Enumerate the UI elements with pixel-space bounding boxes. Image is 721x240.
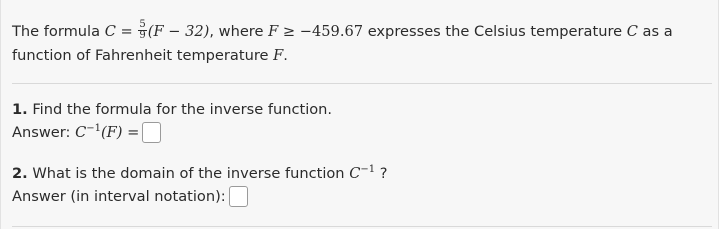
- paren-expression: (F − 32): [147, 23, 210, 40]
- fraction-numerator: 5: [139, 18, 146, 30]
- question-1-text: Find the formula for the inverse function.: [27, 101, 333, 118]
- question-2-mark: ?: [375, 165, 388, 182]
- question-2-number: 2.: [12, 165, 28, 182]
- var-c-second: C: [626, 23, 638, 40]
- inverse-exponent: −1: [86, 123, 101, 135]
- var-f-second: F: [273, 47, 284, 64]
- intro-mid-text: expresses the Celsius temperature: [363, 23, 627, 40]
- domain-condition: ≥ −459.67: [278, 23, 364, 40]
- question-2-text: What is the domain of the inverse function: [27, 165, 350, 182]
- question-2-exponent: −1: [360, 164, 376, 176]
- question-1-number: 1.: [12, 101, 28, 118]
- inverse-c-symbol: C: [75, 124, 87, 141]
- problem-statement: [12, 20, 712, 68]
- intro-suffix-text: as a function of Fahrenheit temperature: [12, 23, 673, 64]
- answer-1-input[interactable]: [142, 122, 161, 143]
- fraction-denominator: 9: [139, 29, 146, 41]
- equals-sign: =: [115, 23, 138, 40]
- intro-prefix-text: The formula: [12, 23, 105, 40]
- question-1-answer-label: Answer:: [12, 124, 76, 141]
- question-1-prompt: [12, 99, 332, 121]
- question-2-answer-label: Answer (in interval notation):: [12, 188, 226, 205]
- bottom-divider: [12, 226, 712, 227]
- section-divider: [12, 83, 712, 84]
- answer-equals-sign: =: [122, 124, 140, 141]
- var-c: C: [104, 23, 116, 40]
- fraction-5-9: [138, 20, 146, 41]
- question-1-answer-row: [12, 122, 161, 144]
- where-text: , where: [209, 23, 269, 40]
- answer-2-input[interactable]: [229, 186, 248, 207]
- period: .: [283, 47, 288, 64]
- inverse-argument: (F): [100, 124, 123, 141]
- var-f: F: [268, 23, 279, 40]
- question-2-prompt: [12, 163, 388, 185]
- question-2-c-symbol: C: [349, 165, 361, 182]
- question-2-answer-row: [12, 186, 248, 208]
